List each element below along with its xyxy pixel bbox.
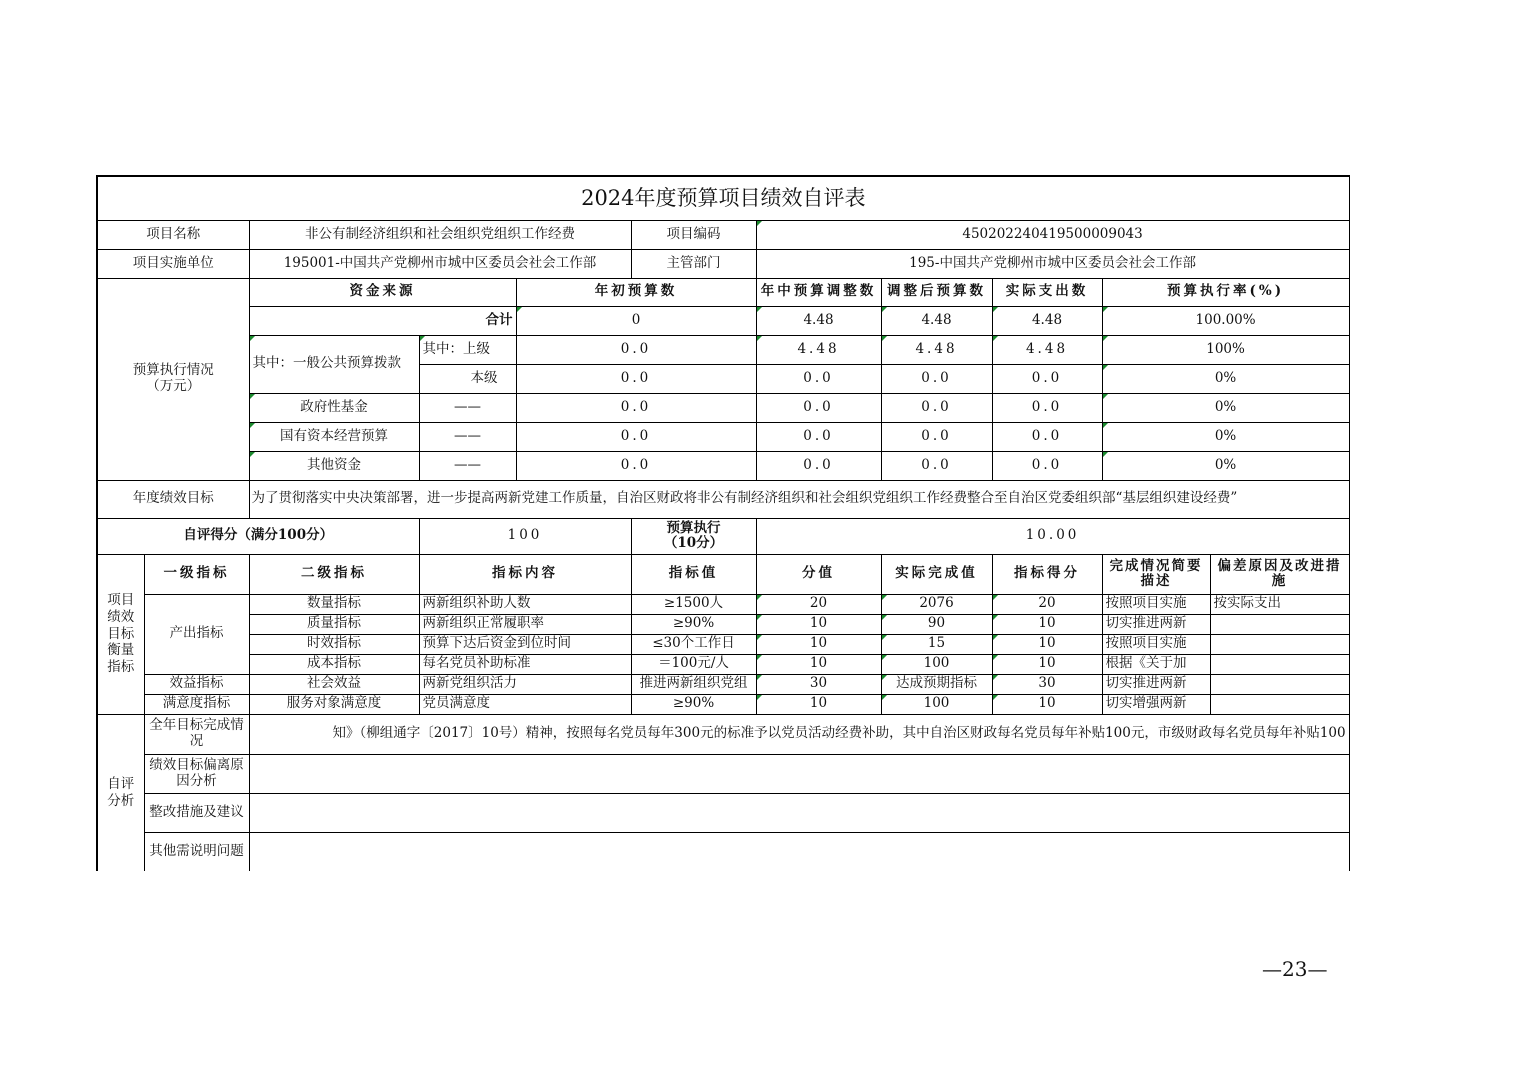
- analysis-section-label: [97, 714, 144, 871]
- other-fund-initial: 0.0: [516, 451, 756, 480]
- total-adjusted: 4.48: [881, 306, 992, 335]
- evaluation-form: [96, 175, 1348, 871]
- deviation-analysis-text: [249, 754, 1349, 793]
- indicator-level2: 时效指标: [249, 634, 419, 654]
- project-unit-label: 项目实施单位: [97, 249, 249, 278]
- other-notes-text: [249, 832, 1349, 871]
- indicator-score: 10: [992, 654, 1102, 674]
- state-capital-actual: 0.0: [992, 422, 1102, 451]
- satisfaction-indicator-label: 满意度指标: [144, 694, 249, 714]
- other-notes-label: 其他需说明问题: [144, 832, 249, 871]
- rectify-text: [249, 793, 1349, 832]
- benefit-indicator-label: 效益指标: [144, 674, 249, 694]
- col-level1: 一级指标: [144, 554, 249, 594]
- indicator-level2: 质量指标: [249, 614, 419, 634]
- indicator-row: [97, 634, 1349, 654]
- total-initial: 0: [516, 306, 756, 335]
- local-actual: 0.0: [992, 364, 1102, 393]
- self-score-label: 自评得分（满分100分）: [97, 518, 419, 554]
- indicator-target: ≥90%: [631, 694, 756, 714]
- other-fund-label: 其他资金: [249, 451, 419, 480]
- indicator-deviation: [1210, 634, 1349, 654]
- indicator-desc: 按照项目实施: [1102, 634, 1210, 654]
- indicator-row: [97, 674, 1349, 694]
- project-code-value: 450202240419500009043: [756, 220, 1349, 249]
- indicator-target: ≥1500人: [631, 594, 756, 614]
- state-capital-label: 国有资本经营预算: [249, 422, 419, 451]
- analysis-label-1: 自评: [107, 775, 135, 792]
- gov-fund-mid-adjust: 0.0: [756, 393, 881, 422]
- col-target: 指标值: [631, 554, 756, 594]
- col-weight: 分值: [756, 554, 881, 594]
- budget-row-upper: [97, 335, 1349, 364]
- indicator-level2: 社会效益: [249, 674, 419, 694]
- indicator-score: 10: [992, 614, 1102, 634]
- self-score-value: 100: [419, 518, 631, 554]
- indicator-weight: 10: [756, 614, 881, 634]
- indicator-content: 两新组织补助人数: [419, 594, 631, 614]
- state-capital-dash: ——: [419, 422, 516, 451]
- indicator-score: 20: [992, 594, 1102, 614]
- page-number: —23—: [1262, 957, 1328, 981]
- other-fund-rate: 0%: [1102, 451, 1349, 480]
- dept-value: 195-中国共产党柳州市城中区委员会社会工作部: [756, 249, 1349, 278]
- indicator-level2: 服务对象满意度: [249, 694, 419, 714]
- col-content: 指标内容: [419, 554, 631, 594]
- dept-label: 主管部门: [631, 249, 756, 278]
- gov-fund-adjusted: 0.0: [881, 393, 992, 422]
- budget-exec-score-value: 10.00: [756, 518, 1349, 554]
- local-adjusted: 0.0: [881, 364, 992, 393]
- gov-fund-label: 政府性基金: [249, 393, 419, 422]
- indicator-row: [97, 694, 1349, 714]
- col-initial-budget: 年初预算数: [516, 278, 756, 306]
- indicator-deviation: [1210, 654, 1349, 674]
- col-actual: 实际完成值: [881, 554, 992, 594]
- total-actual: 4.48: [992, 306, 1102, 335]
- indicator-desc: 切实推进两新: [1102, 614, 1210, 634]
- project-unit-value: 195001-中国共产党柳州市城中区委员会社会工作部: [249, 249, 631, 278]
- gov-fund-dash: ——: [419, 393, 516, 422]
- indicator-actual: 100: [881, 694, 992, 714]
- other-fund-mid-adjust: 0.0: [756, 451, 881, 480]
- upper-initial: 0.0: [516, 335, 756, 364]
- indicator-content: 党员满意度: [419, 694, 631, 714]
- local-mid-adjust: 0.0: [756, 364, 881, 393]
- col-mid-adjust: 年中预算调整数: [756, 278, 881, 306]
- indicator-desc: 按照项目实施: [1102, 594, 1210, 614]
- goal-label: 年度绩效目标: [97, 480, 249, 518]
- indicator-row: [97, 654, 1349, 674]
- budget-row-gov-fund: [97, 393, 1349, 422]
- budget-section-label: [97, 278, 249, 480]
- indicator-deviation: [1210, 694, 1349, 714]
- indicator-weight: 10: [756, 694, 881, 714]
- indicator-row: [97, 594, 1349, 614]
- indicator-label-2: 绩效: [107, 608, 135, 625]
- indicator-deviation: 按实际支出: [1210, 594, 1349, 614]
- state-capital-mid-adjust: 0.0: [756, 422, 881, 451]
- indicator-content: 两新党组织活力: [419, 674, 631, 694]
- rectify-label: 整改措施及建议: [144, 793, 249, 832]
- gov-fund-rate: 0%: [1102, 393, 1349, 422]
- indicator-desc: 切实增强两新: [1102, 694, 1210, 714]
- local-initial: 0.0: [516, 364, 756, 393]
- indicator-section-label: [97, 554, 144, 714]
- deviation-analysis-label: 绩效目标偏离原因分析: [144, 754, 249, 793]
- indicator-actual: 15: [881, 634, 992, 654]
- col-actual-spend: 实际支出数: [992, 278, 1102, 306]
- indicator-target: ≤30个工作日: [631, 634, 756, 654]
- budget-exec-label-2: （10分）: [663, 535, 724, 551]
- other-fund-dash: ——: [419, 451, 516, 480]
- indicator-actual: 2076: [881, 594, 992, 614]
- total-label: 合计: [249, 306, 516, 335]
- budget-exec-label-1: 预算执行: [666, 520, 721, 537]
- project-code-label: 项目编码: [631, 220, 756, 249]
- page-title: 2024年度预算项目绩效自评表: [97, 176, 1349, 220]
- indicator-target: ≥90%: [631, 614, 756, 634]
- gov-fund-actual: 0.0: [992, 393, 1102, 422]
- upper-rate: 100%: [1102, 335, 1349, 364]
- indicator-target: ＝100元/人: [631, 654, 756, 674]
- indicator-score: 10: [992, 694, 1102, 714]
- budget-row-other: [97, 451, 1349, 480]
- indicator-label-1: 项目: [107, 591, 135, 608]
- col-score: 指标得分: [992, 554, 1102, 594]
- gov-fund-initial: 0.0: [516, 393, 756, 422]
- indicator-score: 30: [992, 674, 1102, 694]
- indicator-target: 推进两新组织党组: [631, 674, 756, 694]
- indicator-content: 两新组织正常履职率: [419, 614, 631, 634]
- budget-exec-score-label: [631, 518, 756, 554]
- indicator-deviation: [1210, 674, 1349, 694]
- form-table: [96, 175, 1350, 871]
- project-name-label: 项目名称: [97, 220, 249, 249]
- total-rate: 100.00%: [1102, 306, 1349, 335]
- indicator-actual: 100: [881, 654, 992, 674]
- state-capital-rate: 0%: [1102, 422, 1349, 451]
- completion-label: 全年目标完成情况: [144, 714, 249, 754]
- upper-actual: 4.48: [992, 335, 1102, 364]
- budget-section-label-2: （万元）: [146, 378, 201, 394]
- indicator-score: 10: [992, 634, 1102, 654]
- upper-mid-adjust: 4.48: [756, 335, 881, 364]
- indicator-level2: 成本指标: [249, 654, 419, 674]
- goal-text: 为了贯彻落实中央决策部署，进一步提高两新党建工作质量，自治区财政将非公有制经济组织和社会组织党组织工作经费整合至自治区党委组织部“基层组织建设经费”: [249, 480, 1349, 518]
- col-fund-source: 资金来源: [249, 278, 516, 306]
- indicator-actual: 达成预期指标: [881, 674, 992, 694]
- col-desc: 完成情况简要描述: [1102, 554, 1210, 594]
- indicator-label-4: 衡量: [107, 642, 135, 659]
- upper-adjusted: 4.48: [881, 335, 992, 364]
- col-adjusted-budget: 调整后预算数: [881, 278, 992, 306]
- local-rate: 0%: [1102, 364, 1349, 393]
- project-name-value: 非公有制经济组织和社会组织党组织工作经费: [249, 220, 631, 249]
- state-capital-initial: 0.0: [516, 422, 756, 451]
- budget-section-label-1: 预算执行情况: [132, 362, 214, 379]
- col-deviation: 偏差原因及改进措施: [1210, 554, 1349, 594]
- indicator-row: [97, 614, 1349, 634]
- indicator-desc: 切实推进两新: [1102, 674, 1210, 694]
- col-level2: 二级指标: [249, 554, 419, 594]
- total-mid-adjust: 4.48: [756, 306, 881, 335]
- col-exec-rate: 预算执行率(%): [1102, 278, 1349, 306]
- other-fund-actual: 0.0: [992, 451, 1102, 480]
- budget-row-state-capital: [97, 422, 1349, 451]
- completion-text: 知》（柳组通字〔2017〕10号）精神，按照每名党员每年300元的标准予以党员活动经费补助，其中自治区财政每名党员每年补贴100元，市级财政每名党员每年补贴100: [249, 714, 1349, 754]
- indicator-weight: 20: [756, 594, 881, 614]
- general-budget-label: 其中：一般公共预算拨款: [249, 335, 419, 393]
- output-indicator-label: 产出指标: [144, 594, 249, 674]
- indicator-label-3: 目标: [107, 625, 135, 642]
- local-label: 本级: [419, 364, 516, 393]
- upper-label: 其中：上级: [419, 335, 516, 364]
- indicator-level2: 数量指标: [249, 594, 419, 614]
- indicator-weight: 30: [756, 674, 881, 694]
- indicator-weight: 10: [756, 634, 881, 654]
- indicator-weight: 10: [756, 654, 881, 674]
- indicator-content: 预算下达后资金到位时间: [419, 634, 631, 654]
- indicator-desc: 根据《关于加: [1102, 654, 1210, 674]
- budget-row-total: [97, 306, 1349, 335]
- indicator-label-5: 指标: [107, 659, 135, 676]
- other-fund-adjusted: 0.0: [881, 451, 992, 480]
- state-capital-adjusted: 0.0: [881, 422, 992, 451]
- indicator-deviation: [1210, 614, 1349, 634]
- analysis-label-2: 分析: [107, 792, 135, 809]
- indicator-content: 每名党员补助标准: [419, 654, 631, 674]
- indicator-actual: 90: [881, 614, 992, 634]
